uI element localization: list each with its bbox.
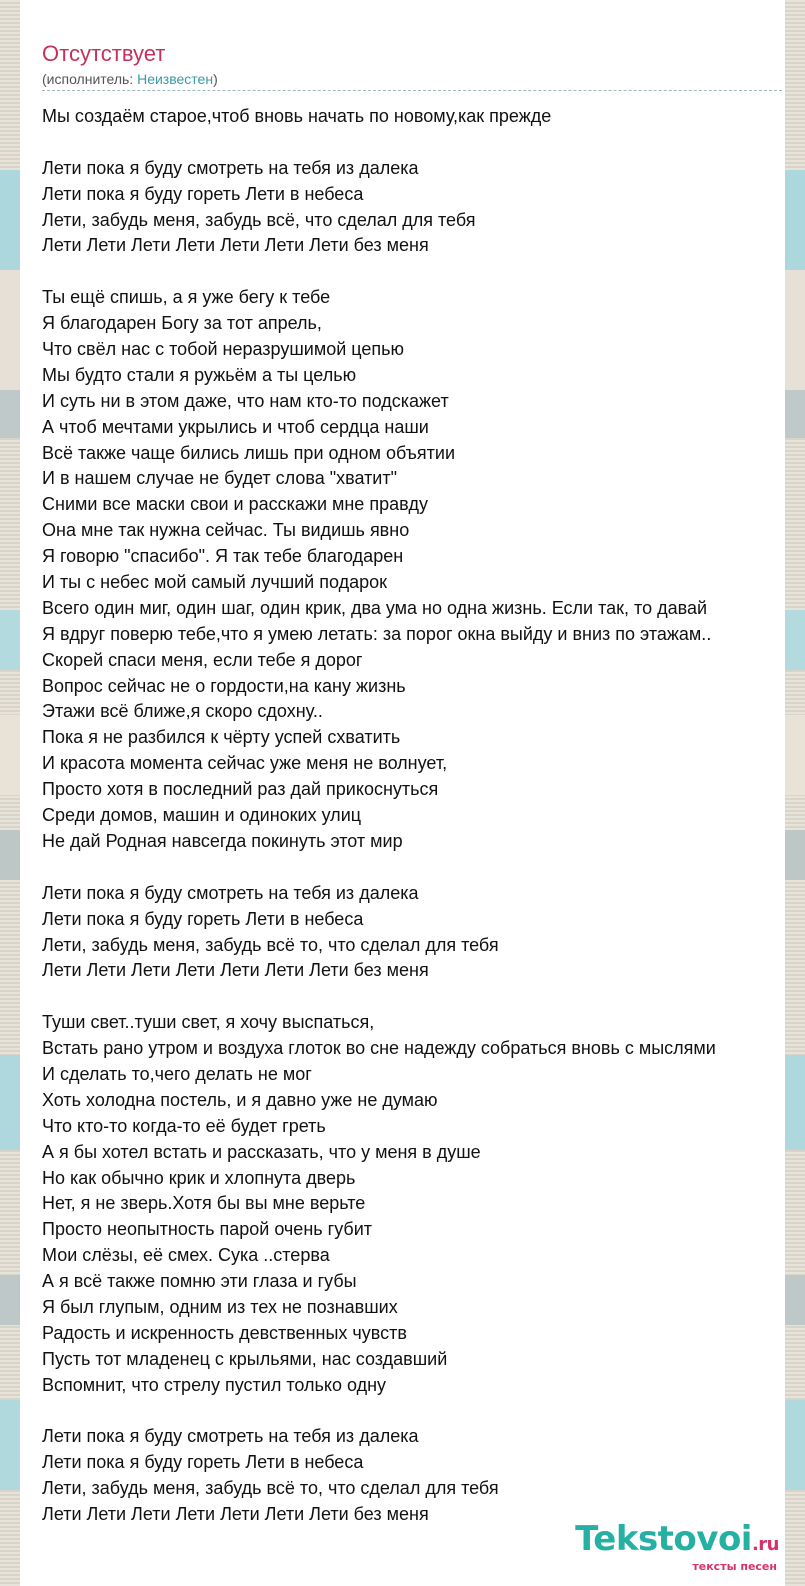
artist-line — [42, 70, 762, 88]
lyric-line: Лети пока я буду гореть Лети в небеса — [42, 908, 364, 929]
lyric-line: Но как обычно крик и хлопнута дверь — [42, 1167, 356, 1188]
lyric-line: Всего один миг, один шаг, один крик, два ума но одна жизнь. Если так, то давай — [42, 597, 708, 618]
lyric-line: Лети, забудь меня, забудь всё то, что сделал для тебя — [42, 1478, 499, 1499]
lyric-line — [42, 259, 785, 285]
lyrics-card — [20, 0, 785, 1586]
lyric-line: Лети Лети Лети Лети Лети Лети Лети без меня — [42, 235, 429, 256]
lyric-line: Скорей спаси меня, если тебе я дорог — [42, 649, 363, 670]
lyric-line: Туши свет..туши свет, я хочу выспаться, — [42, 1012, 375, 1033]
lyric-line: А чтоб мечтами укрылись и чтоб сердца наши — [42, 416, 429, 437]
artist-suffix: ) — [213, 71, 218, 87]
lyric-line: Мои слёзы, её смех. Сука ..стерва — [42, 1245, 330, 1266]
lyric-line: Лети пока я буду гореть Лети в небеса — [42, 1452, 364, 1473]
lyric-line: Я благодарен Богу за тот апрель, — [42, 313, 322, 334]
lyric-line: Вопрос сейчас не о гордости,на кану жизнь — [42, 675, 406, 696]
lyric-line: Я вдруг поверю тебе,что я умею летать: за порог окна выйду и вниз по этажам.. — [42, 623, 712, 644]
lyric-line: И красота момента сейчас уже меня не волнует, — [42, 753, 448, 774]
logo-domain: .ru — [751, 1534, 779, 1555]
header-divider — [42, 90, 782, 91]
lyric-line — [42, 1399, 785, 1425]
lyrics-text — [42, 104, 785, 1528]
logo-subtitle: тексты песен — [692, 1560, 777, 1573]
site-logo[interactable] — [575, 1520, 779, 1573]
lyric-line: А я всё также помню эти глаза и губы — [42, 1271, 357, 1292]
lyric-line: Вспомнит, что стрелу пустил только одну — [42, 1374, 387, 1395]
lyric-line: Мы создаём старое,чтоб вновь начать по новому,как прежде — [42, 106, 552, 126]
lyric-line: Просто неопытность парой очень губит — [42, 1219, 373, 1240]
lyric-line — [42, 984, 785, 1010]
lyric-line: И в нашем случае не будет слова "хватит" — [42, 468, 397, 489]
lyric-line: Лети пока я буду смотреть на тебя из далека — [42, 882, 419, 903]
lyric-line: Лети пока я буду смотреть на тебя из далека — [42, 1426, 419, 1447]
lyric-line: Не дай Родная навсегда покинуть этот мир — [42, 830, 403, 851]
lyric-line — [42, 130, 785, 156]
lyric-line: И сделать то,чего делать не мог — [42, 1063, 312, 1084]
lyric-line: Лети пока я буду смотреть на тебя из далека — [42, 157, 419, 178]
lyric-line: Встать рано утром и воздуха глоток во сне надежду собраться вновь с мыслями — [42, 1038, 716, 1059]
lyric-line: Лети Лети Лети Лети Лети Лети Лети без меня — [42, 960, 429, 981]
artist-link[interactable]: Неизвестен — [137, 71, 214, 87]
lyric-line: И суть ни в этом даже, что нам кто-то подскажет — [42, 390, 449, 411]
song-header — [42, 40, 762, 88]
lyric-line: Этажи всё ближе,я скоро сдохну.. — [42, 701, 323, 722]
lyric-line: Что свёл нас с тобой неразрушимой цепью — [42, 339, 405, 360]
logo-main: Tekstovoi — [575, 1519, 752, 1559]
lyric-line: Лети пока я буду гореть Лети в небеса — [42, 183, 364, 204]
lyric-line: Просто хотя в последний раз дай прикоснуться — [42, 779, 439, 800]
lyric-line: Пусть тот младенец с крыльями, нас создавший — [42, 1348, 448, 1369]
song-title: Отсутствует — [42, 41, 166, 66]
lyric-line: Ты ещё спишь, а я уже бегу к тебе — [42, 287, 331, 308]
lyric-line: Радость и искренность девственных чувств — [42, 1322, 407, 1343]
lyric-line: Что кто-то когда-то её будет греть — [42, 1115, 326, 1136]
lyric-line: Лети Лети Лети Лети Лети Лети Лети без меня — [42, 1504, 429, 1525]
lyric-line: И ты с небес мой самый лучший подарок — [42, 572, 388, 593]
logo-text — [575, 1520, 779, 1564]
lyric-line: Нет, я не зверь.Хотя бы вы мне верьте — [42, 1193, 366, 1214]
artist-prefix: (исполнитель: — [42, 71, 138, 87]
lyric-line: Среди домов, машин и одиноких улиц — [42, 805, 362, 826]
lyric-line: Всё также чаще бились лишь при одном объятии — [42, 442, 456, 463]
lyric-line: Лети, забудь меня, забудь всё то, что сделал для тебя — [42, 934, 499, 955]
lyric-line: Я был глупым, одним из тех не познавших — [42, 1296, 398, 1317]
lyric-line — [42, 855, 785, 881]
lyric-line: Пока я не разбился к чёрту успей схватить — [42, 727, 401, 748]
lyric-line: Хоть холодна постель, и я давно уже не думаю — [42, 1089, 438, 1110]
lyric-line: А я бы хотел встать и рассказать, что у меня в душе — [42, 1141, 481, 1162]
lyric-line: Лети, забудь меня, забудь всё, что сделал для тебя — [42, 209, 476, 230]
lyric-line: Сними все маски свои и расскажи мне правду — [42, 494, 428, 515]
lyric-line: Мы будто стали я ружьём а ты целью — [42, 364, 357, 385]
lyric-line: Я говорю "спасибо". Я так тебе благодарен — [42, 546, 404, 567]
lyric-line: Она мне так нужна сейчас. Ты видишь явно — [42, 520, 410, 541]
